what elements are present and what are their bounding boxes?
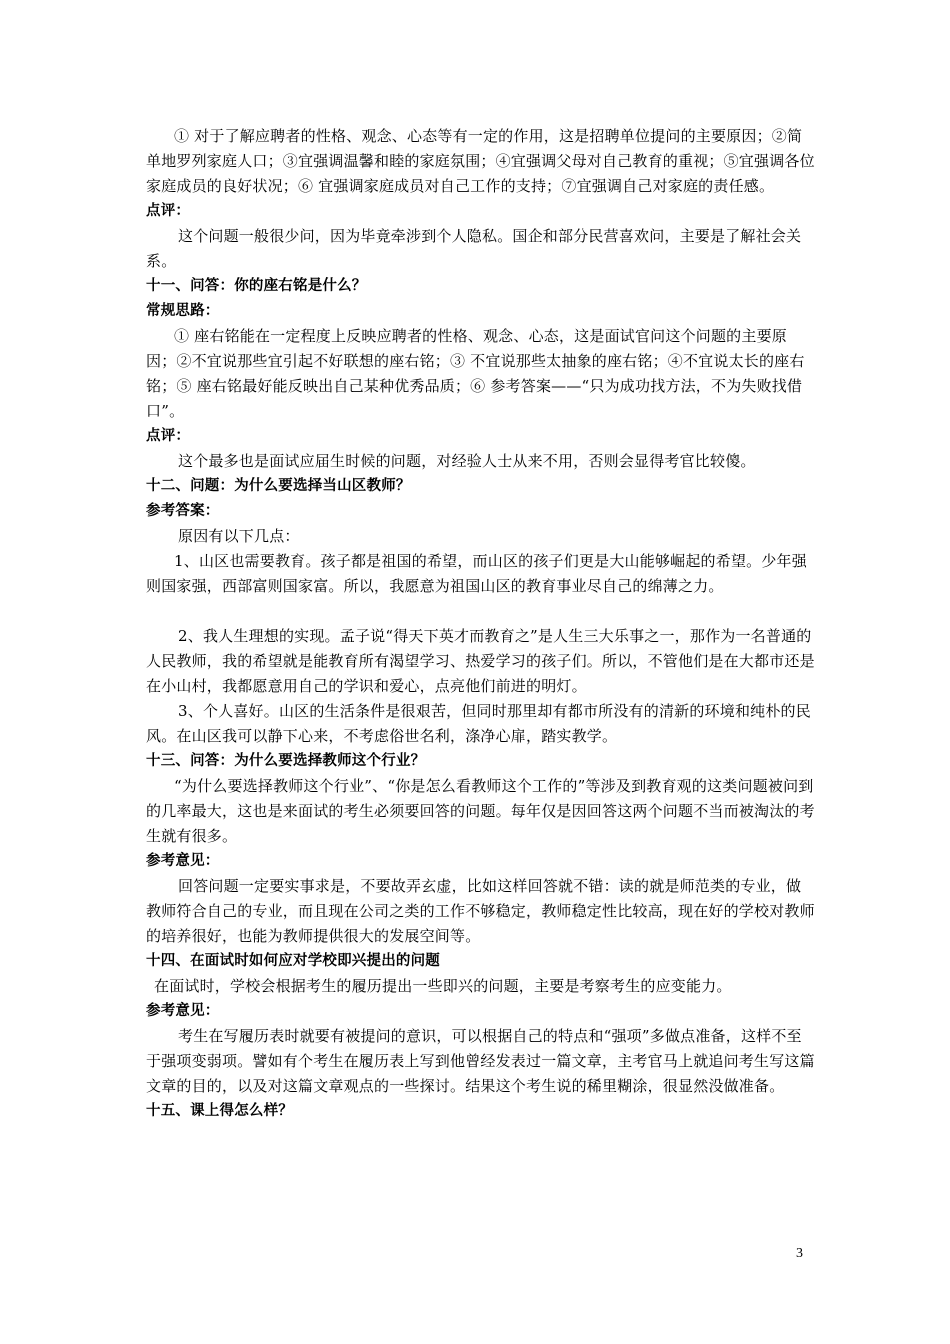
heading-reference-opinion: 参考意见： [146,853,220,869]
paragraph-reasons-intro: 原因有以下几点： [178,527,300,545]
paragraph-opinion: 回答问题一定要实事求是，不要故弄玄虚，比如这样回答就不错：读的就是师范类的专业，做教师符合自己的专业，而且现在公司之类的工作不够稳定，教师稳定性比较高，现在好的学校对教师的培养很好，也能为教师提供很大的发展空间等。 [146,877,815,945]
paragraph-motto-answer: ① 座右铭能在一定程度上反映应聘者的性格、观念、心态，这是面试官问这个问题的主要原因；②不宜说那些宜引起不好联想的座右铭；③ 不宜说那些太抽象的座右铭；④不宜说太长的座右铭；⑤ 座右铭最好能反映出自己某种优秀品质；⑥ 参考答案——“只为成功找方法，不为失败找借口”。 [146,327,805,420]
paragraph-family-answer: ① 对于了解应聘者的性格、观念、心态等有一定的作用，这是招聘单位提问的主要原因；②简单地罗列家庭人口；③宜强调温馨和睦的家庭氛围；④宜强调父母对自己教育的重视；⑤宜强调各位家庭成员的良好状况；⑥ 宜强调家庭成员对自己工作的支持；⑦宜强调自己对家庭的责任感。 [146,127,815,195]
heading-comment: 点评： [146,428,191,444]
blank-line [146,599,816,624]
paragraph-reason-2: 2、我人生理想的实现。孟子说“得天下英才而教育之”是人生三大乐事之一，那作为一名普通的人民教师，我的希望就是能教育所有渴望学习、热爱学习的孩子们。所以，不管他们是在大都市还是在小山村，我都愿意用自己的学识和爱心，点亮他们前进的明灯。 [146,627,815,695]
heading-question-12: 十二、问题：为什么要选择当山区教师？ [146,478,411,494]
paragraph-comment: 这个问题一般很少问，因为毕竟牵涉到个人隐私。国企和部分民营喜欢问，主要是了解社会关系。 [146,227,802,270]
paragraph-teaching-view: “为什么要选择教师这个行业”、“你是怎么看教师这个工作的”等涉及到教育观的这类问题被问到的几率最大，这也是来面试的考生必须要回答的问题。每年仅是因回答这两个问题不当而被淘汰的考生就有很多。 [146,777,815,845]
paragraph-resume-advice: 考生在写履历表时就要有被提问的意识，可以根据自己的特点和“强项”多做点准备，这样不至于强项变弱项。譬如有个考生在履历表上写到他曾经发表过一篇文章，主考官马上就追问考生写这篇文章的目的，以及对这篇文章观点的一些探讨。结果这个考生说的稀里糊涂，很显然没做准备。 [146,1027,815,1095]
document-body [146,124,816,1124]
heading-question-15: 十五、课上得怎么样？ [146,1103,293,1119]
heading-comment: 点评： [146,203,191,219]
heading-reference-answer: 参考答案： [146,503,220,519]
heading-question-13: 十三、问答：为什么要选择教师这个行业？ [146,753,426,769]
paragraph-impromptu: 在面试时，学校会根据考生的履历提出一些即兴的问题，主要是考察考生的应变能力。 [154,977,732,995]
heading-question-14: 十四、在面试时如何应对学校即兴提出的问题 [146,953,440,969]
heading-reference-opinion: 参考意见： [146,1003,220,1019]
page-number: 3 [796,1246,803,1261]
heading-approach: 常规思路： [146,303,220,319]
paragraph-reason-1: 1、山区也需要教育。孩子都是祖国的希望，而山区的孩子们更是大山能够崛起的希望。少年强则国家强，西部富则国家富。所以，我愿意为祖国山区的教育事业尽自己的绵薄之力。 [146,552,807,595]
paragraph-reason-3: 3、个人喜好。山区的生活条件是很艰苦，但同时那里却有都市所没有的清新的环境和纯朴的民风。在山区我可以静下心来，不考虑俗世名利，涤净心扉，踏实教学。 [146,702,811,745]
heading-question-11: 十一、问答：你的座右铭是什么？ [146,278,367,294]
paragraph-comment: 这个最多也是面试应届生时候的问题，对经验人士从来不用，否则会显得考官比较傻。 [178,452,756,470]
